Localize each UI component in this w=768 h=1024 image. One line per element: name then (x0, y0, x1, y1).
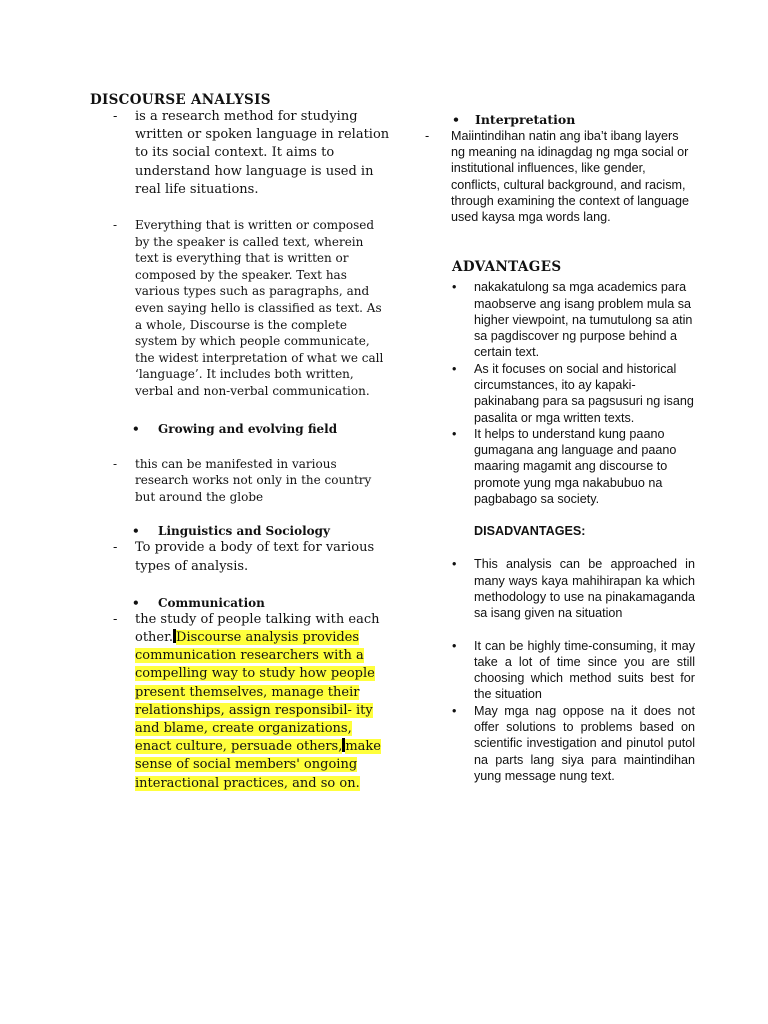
dash-marker: - (113, 611, 118, 627)
linguistics-heading-text: Linguistics and Sociology (158, 524, 331, 539)
highlighted-text-continued: make sense of social members' ongoing interactional practices, and so on. (135, 739, 381, 791)
bullet-icon: • (132, 524, 140, 539)
growing-heading (90, 421, 390, 437)
bullet-icon: • (452, 361, 457, 376)
dash-marker: - (425, 129, 430, 143)
growing-heading-text: Growing and evolving field (158, 421, 338, 436)
bullet-icon: • (132, 595, 140, 610)
interpretation-heading-text: Interpretation (475, 112, 576, 127)
advantage-text: As it focuses on social and historical circumstances, ito ay kapaki-pakinabang para sa pagsusuri ng isang pasalita or mga written texts. (474, 361, 694, 425)
left-column (90, 92, 390, 793)
text-definition-item (90, 217, 390, 400)
bullet-icon: • (452, 426, 457, 441)
right-column (425, 112, 695, 784)
bullet-icon: • (452, 638, 457, 653)
communication-plain-text: the study of people talking with each other. (135, 611, 380, 645)
dash-marker: - (113, 109, 118, 124)
disadvantages-list (425, 556, 695, 784)
dash-marker: - (113, 218, 118, 233)
highlighted-text: Discourse analysis provides communication researchers with a compelling way to study how people present themselves, manage their relationships, assign responsibil- ity and blame, create organizations, enact culture, persuade others, (135, 629, 375, 755)
communication-item (90, 611, 390, 793)
growing-text: this can be manifested in various research works not only in the country but around the globe (135, 456, 372, 504)
dash-marker: - (113, 456, 118, 471)
list-item (425, 703, 695, 784)
bullet-icon: • (452, 703, 457, 718)
advantage-text: It helps to understand kung paano gumagana ang language and paano maaring magamit ang discourse to promote yung mga nakabubuo na pagbabago sa society. (474, 426, 677, 507)
definition-text: is a research method for studying written or spoken language in relation to its social context. It aims to understand how language is used in real life situations. (135, 109, 390, 197)
interpretation-text: Maiintindihan natin ang iba’t ibang layers ng meaning na idinagdag ng mga social or institutional influences, like gender, conflicts, cultural background, and racism, through examining the context of language used kaysa mga words lang. (451, 129, 690, 225)
interpretation-heading (425, 112, 695, 128)
advantages-heading: ADVANTAGES (452, 259, 562, 276)
growing-item (90, 456, 390, 506)
interpretation-item (425, 128, 695, 225)
document-title: DISCOURSE ANALYSIS (90, 92, 271, 108)
list-item (425, 638, 695, 703)
linguistics-heading (90, 523, 390, 539)
list-item (425, 361, 695, 426)
dash-marker: - (113, 540, 118, 556)
definition-item (90, 108, 390, 199)
communication-heading (90, 595, 390, 611)
list-item (425, 426, 695, 507)
bullet-icon: • (452, 112, 460, 127)
list-item (425, 556, 695, 621)
linguistics-text: To provide a body of text for various types of analysis. (135, 540, 375, 574)
linguistics-item (90, 539, 390, 575)
disadvantages-heading: DISADVANTAGES: (474, 524, 586, 539)
disadvantage-text: It can be highly time-consuming, it may take a lot of time since you are still choosing which method suits best for the situation (474, 638, 695, 702)
bullet-icon: • (452, 557, 457, 572)
disadvantage-text: May mga nag oppose na it does not offer solutions to problems based on scientific investigation and pinutol putol na parts lang siya para maintindihan yung message nung text. (474, 703, 695, 783)
bullet-icon: • (132, 421, 140, 436)
bullet-icon: • (452, 280, 457, 295)
text-definition-text: Everything that is written or composed by the speaker is called text, wherein text is everything that is written or composed by the speaker. Text has various types such as paragraphs, and even saying hello is classified as text. As a whole, Discourse is the complete system by which people communicate, the widest interpretation of what we call ‘language’. It includes both written, verbal and non-verbal communication. (135, 218, 384, 398)
advantage-text: nakakatulong sa mga academics para maobserve ang isang problem mula sa higher viewpoint, na tumutulong sa atin sa pagdiscover ng purpose behind a certain text. (474, 280, 693, 360)
disadvantage-text: This analysis can be approached in many ways kaya mahihirapan ka which methodology to use na pinakamaganda sa isang given na situation (474, 557, 695, 621)
list-item (425, 279, 695, 360)
advantages-list (425, 279, 695, 507)
communication-heading-text: Communication (158, 595, 265, 610)
